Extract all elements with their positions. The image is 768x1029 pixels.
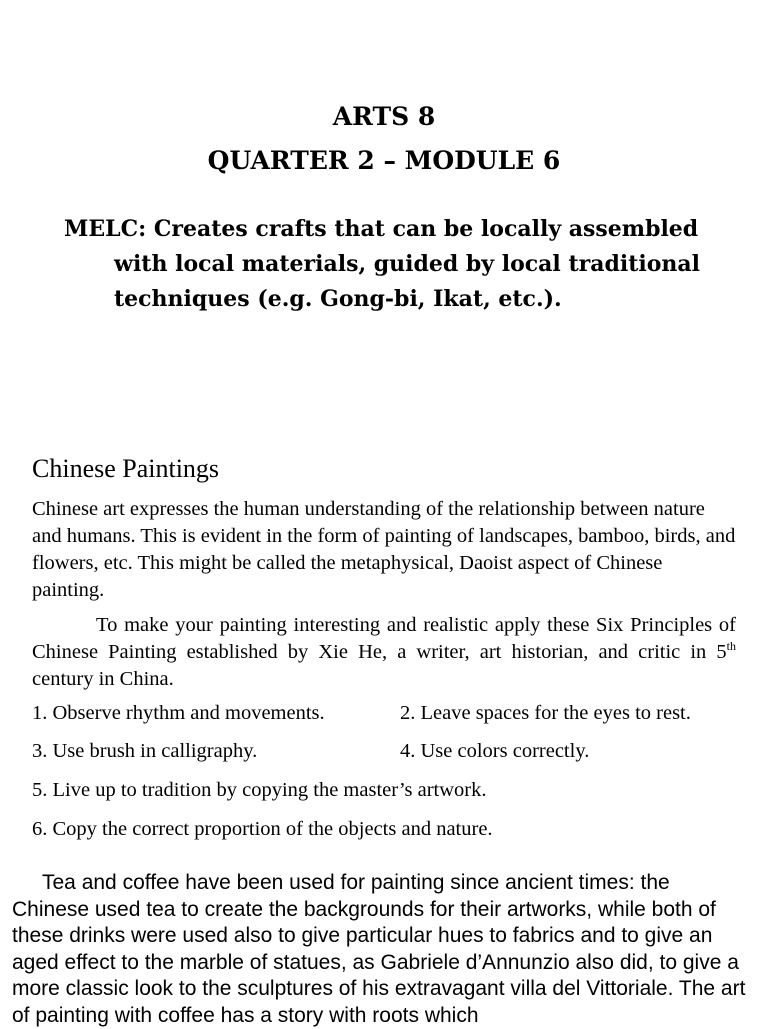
principle-item: 1. Observe rhythm and movements. xyxy=(32,702,325,724)
principle-item: 4. Use colors correctly. xyxy=(400,740,590,762)
principles-row xyxy=(32,740,590,763)
principles-intro-paragraph xyxy=(32,612,736,693)
tea-coffee-paragraph: Tea and coffee have been used for painting since ancient times: the Chinese used tea to create the backgrounds for their artworks, while both of these drinks were used also to give particular hues to fabrics and to give an aged effect to the marble of statues, as Gabriele d’Annunzio also did, to give a more classic look to the sculptures of his extravagant villa del Vittoriale. The art of painting with coffee has a story with roots which xyxy=(12,871,746,1027)
module-title: ARTS 8 xyxy=(332,102,436,131)
principle-item: 3. Use brush in calligraphy. xyxy=(32,740,258,762)
principles-intro-text-end: century in China. xyxy=(32,668,174,690)
principles-row xyxy=(32,702,691,725)
ordinal-suffix: th xyxy=(726,639,736,654)
section-heading: Chinese Paintings xyxy=(32,454,220,483)
principle-item: 6. Copy the correct proportion of the objects and nature. xyxy=(32,818,493,840)
module-subtitle: QUARTER 2 – MODULE 6 xyxy=(207,146,561,175)
principle-item: 2. Leave spaces for the eyes to rest. xyxy=(400,702,691,724)
melc-statement: MELC: Creates crafts that can be locally assembled with local materials, guided by local traditional techniques (e.g. Gong-bi, Ikat, etc.). xyxy=(64,216,700,312)
principles-row xyxy=(32,779,487,802)
principles-row xyxy=(32,818,493,841)
principle-item: 5. Live up to tradition by copying the master’s artwork. xyxy=(32,779,487,801)
principles-intro-text: To make your painting interesting and realistic apply these Six Principles of Chinese Painting established by Xie He, a writer, art historian, and critic in 5 xyxy=(32,614,736,663)
intro-paragraph: Chinese art expresses the human understanding of the relationship between nature and humans. This is evident in the form of painting of landscapes, bamboo, birds, and flowers, etc. This might be called the metaphysical, Daoist aspect of Chinese painting. xyxy=(32,498,736,601)
